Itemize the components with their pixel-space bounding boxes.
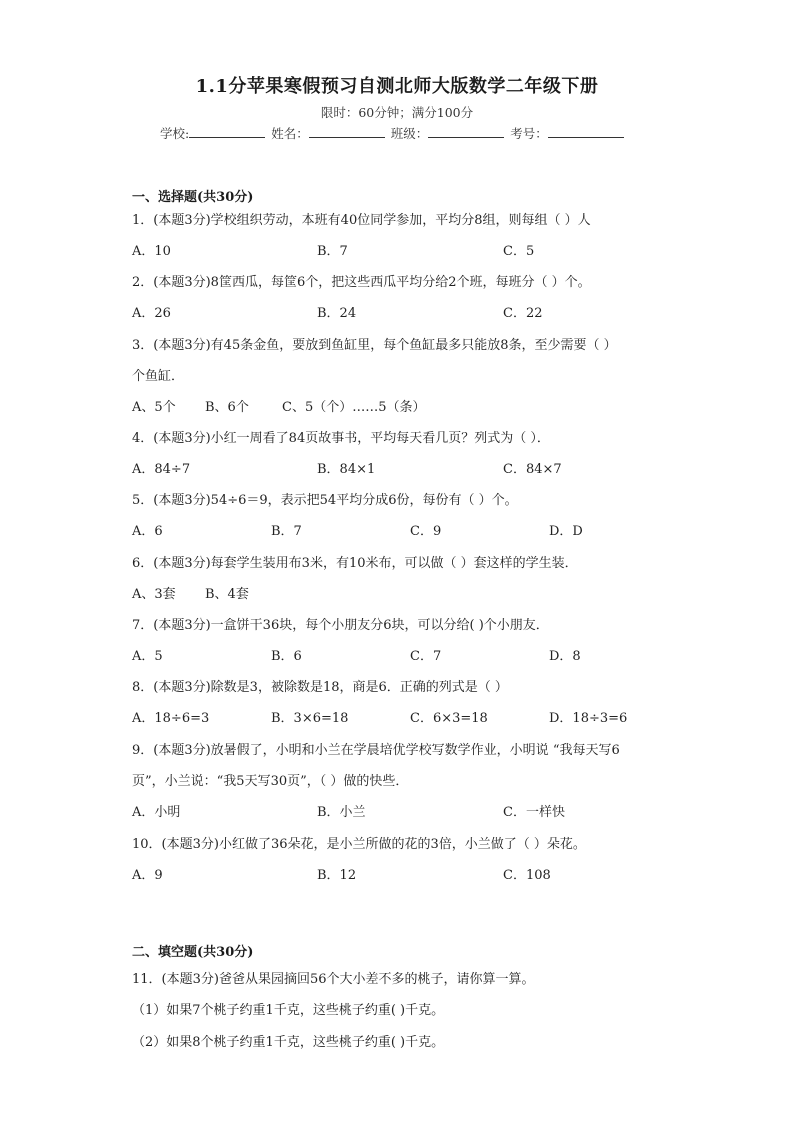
question-6-option-a[interactable]: A、3套 (132, 587, 176, 602)
question-7-option-c[interactable]: C．7 (410, 649, 442, 664)
name-blank[interactable] (309, 124, 385, 138)
question-3-option-c[interactable]: C、5（个）……5（条） (282, 400, 426, 415)
question-1-option-b[interactable]: B．7 (317, 244, 348, 259)
question-3-stem: 3．(本题3分)有45条金鱼，要放到鱼缸里，每个鱼缸最多只能放8条，至少需要（ ） (132, 338, 617, 353)
question-10-option-c[interactable]: C．108 (503, 868, 551, 883)
question-4-stem: 4．(本题3分)小红一周看了84页故事书，平均每天看几页？列式为（ ）． (132, 431, 550, 446)
question-4-option-b[interactable]: B．84×1 (317, 462, 376, 477)
question-11-stem: 11．(本题3分)爸爸从果园摘回56个大小差不多的桃子，请你算一算。 (132, 972, 535, 987)
question-7-option-b[interactable]: B．6 (271, 649, 302, 664)
question-9-stem-continued: 页”，小兰说：“我5天写30页”，（ ）做的快些． (132, 774, 409, 789)
page-title: 1.1分苹果寒假预习自测北师大版数学二年级下册 (195, 76, 599, 97)
section-heading-choice: 一、选择题(共30分) (132, 190, 254, 205)
question-10-option-b[interactable]: B．12 (317, 868, 357, 883)
student-info-row (160, 124, 640, 142)
question-9-option-c[interactable]: C．一样快 (503, 805, 565, 820)
question-9-stem: 9．(本题3分)放暑假了，小明和小兰在学晨培优学校写数学作业，小明说 “我每天写6 (132, 743, 620, 758)
school-blank[interactable] (189, 124, 265, 138)
question-5-stem: 5．(本题3分)54÷6＝9，表示把54平均分成6份，每份有（ ）个。 (132, 493, 518, 508)
question-5-option-b[interactable]: B．7 (271, 524, 302, 539)
question-5-option-a[interactable]: A．6 (132, 524, 163, 539)
question-1-option-a[interactable]: A．10 (132, 244, 171, 259)
exam-subtitle: 限时：60分钟；满分100分 (320, 105, 474, 120)
question-2-option-b[interactable]: B．24 (317, 306, 357, 321)
question-7-option-a[interactable]: A．5 (132, 649, 163, 664)
question-11-part-2[interactable]: （2）如果8个桃子约重1千克，这些桃子约重( )千克。 (132, 1035, 445, 1050)
section-heading-fill-in: 二、填空题(共30分) (132, 945, 254, 960)
question-7-stem: 7．(本题3分)一盒饼干36块，每个小朋友分6块，可以分给( )个小朋友． (132, 618, 549, 633)
question-5-option-c[interactable]: C．9 (410, 524, 442, 539)
question-4-option-a[interactable]: A．84÷7 (132, 462, 191, 477)
question-4-option-c[interactable]: C．84×7 (503, 462, 562, 477)
question-8-option-c[interactable]: C．6×3=18 (410, 711, 488, 726)
name-label: 姓名： (271, 126, 309, 141)
question-10-stem: 10．(本题3分)小红做了36朵花，是小兰所做的花的3倍，小兰做了（ ）朵花。 (132, 837, 586, 852)
question-1-option-c[interactable]: C．5 (503, 244, 535, 259)
question-9-option-b[interactable]: B．小兰 (317, 805, 366, 820)
question-3-option-b[interactable]: B、6个 (205, 400, 249, 415)
question-6-stem: 6．(本题3分)每套学生装用布3米，有10米布，可以做（ ）套这样的学生装． (132, 556, 578, 571)
question-1-stem: 1．(本题3分)学校组织劳动，本班有40位同学参加，平均分8组，则每组（ ）人 (132, 213, 591, 228)
question-9-option-a[interactable]: A．小明 (132, 805, 181, 820)
question-10-option-a[interactable]: A．9 (132, 868, 163, 883)
question-2-stem: 2．(本题3分)8筐西瓜，每筐6个，把这些西瓜平均分给2个班，每班分（ ）个。 (132, 275, 591, 290)
question-3-option-a[interactable]: A、5个 (132, 400, 176, 415)
exam-number-label: 考号： (510, 126, 548, 141)
question-3-stem-continued: 个鱼缸． (132, 369, 185, 384)
question-8-option-b[interactable]: B．3×6=18 (271, 711, 349, 726)
exam-number-blank[interactable] (548, 124, 624, 138)
question-2-option-a[interactable]: A．26 (132, 306, 171, 321)
class-label: 班级： (390, 126, 429, 141)
class-blank[interactable] (428, 124, 504, 138)
question-7-option-d[interactable]: D．8 (549, 649, 581, 664)
question-8-stem: 8．(本题3分)除数是3，被除数是18，商是6．正确的列式是（ ） (132, 680, 508, 695)
question-2-option-c[interactable]: C．22 (503, 306, 543, 321)
question-5-option-d[interactable]: D．D (549, 524, 583, 539)
question-8-option-a[interactable]: A．18÷6=3 (132, 711, 210, 726)
school-label: 学校: (160, 126, 190, 141)
question-8-option-d[interactable]: D．18÷3=6 (549, 711, 628, 726)
question-11-part-1[interactable]: （1）如果7个桃子约重1千克，这些桃子约重( )千克。 (132, 1003, 445, 1018)
question-6-option-b[interactable]: B、4套 (205, 587, 249, 602)
